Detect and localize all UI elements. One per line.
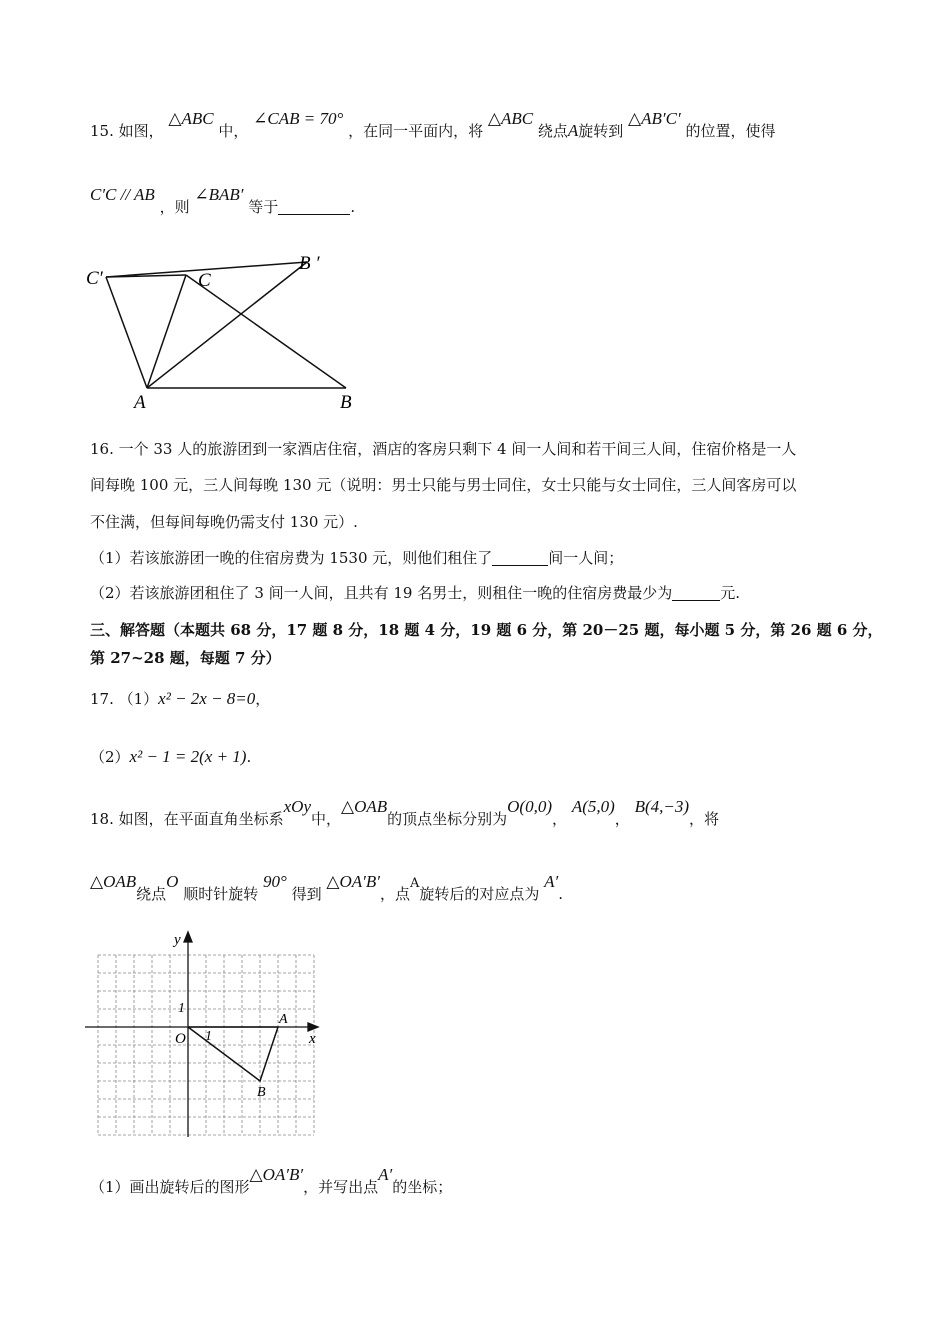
triangle-abc-2: △ABC bbox=[487, 109, 534, 128]
segment-c-b bbox=[186, 275, 346, 388]
q16-line3: 不住满，但每间每晚仍需支付 130 元）. bbox=[90, 513, 358, 531]
segment-c-prime-a bbox=[106, 277, 147, 388]
q15-line2: C′C // AB ，则 ∠BAB′ 等于 . bbox=[90, 185, 356, 216]
angle-cab: ∠CAB = 70° bbox=[253, 109, 344, 128]
q17-part1: 17. （1）x² − 2x − 8=0， bbox=[90, 689, 271, 708]
point-a-label: A bbox=[279, 1012, 288, 1027]
q16-part2: （2）若该旅游团租住了 3 间一人间，且共有 19 名男士，则租住一晚的住宿房费最少为 元. bbox=[90, 584, 741, 602]
segment-c-prime-c bbox=[106, 275, 186, 277]
q16-line1: 16. 一个 33 人的旅游团到一家酒店住宿，酒店的客房只剩下 4 间一人间和若干间三人间，住宿价格是一人 bbox=[90, 440, 797, 458]
point-b-label: B bbox=[257, 1085, 266, 1100]
tick-label-x-1: 1 bbox=[205, 1029, 212, 1044]
triangle-abc-prime: △AB′C′ bbox=[628, 109, 681, 128]
parallel-condition: C′C // AB bbox=[90, 185, 155, 204]
label-a: A bbox=[134, 392, 146, 413]
y-axis-label: y bbox=[174, 932, 181, 948]
x-axis-label: x bbox=[309, 1031, 316, 1047]
section3-heading-line1: 三、解答题（本题共 68 分，17 题 8 分，18 题 4 分，19 题 6 分，第 20－25 题，每小题 5 分，第 26 题 6 分， bbox=[90, 621, 883, 639]
segment-c-a bbox=[147, 275, 186, 388]
x-axis-arrow bbox=[308, 1023, 318, 1031]
coord-b: B(4,−3) bbox=[634, 797, 690, 816]
tick-label-y-1: 1 bbox=[178, 1001, 185, 1016]
label-c: C bbox=[198, 270, 211, 291]
q18-line2: △OAB绕点O 顺时针旋转 90° 得到 △OA′B′，点A旋转后的对应点为 A′. bbox=[90, 872, 564, 903]
segment-a-b-prime bbox=[147, 262, 307, 388]
triangle-abc: △ABC bbox=[168, 109, 214, 128]
label-b-prime: B ′ bbox=[299, 253, 320, 274]
coord-a: A(5,0) bbox=[571, 797, 615, 816]
q17-part2: （2）x² − 1 = 2(x + 1). bbox=[90, 747, 252, 766]
angle-bab-prime: ∠BAB′ bbox=[194, 185, 244, 204]
triangle-oab bbox=[188, 1027, 278, 1081]
equation-2: x² − 1 = 2(x + 1) bbox=[129, 747, 247, 766]
equation-1: x² − 2x − 8=0 bbox=[158, 689, 256, 708]
y-axis-arrow bbox=[184, 932, 192, 942]
q18-part1: （1）画出旋转后的图形△OA′B′，并写出点A′的坐标； bbox=[90, 1165, 453, 1196]
section3-heading-line2: 第 27~28 题，每题 7 分） bbox=[90, 649, 281, 667]
q18-coordinate-grid bbox=[80, 925, 330, 1140]
q16-line2: 间每晚 100 元，三人间每晚 130 元（说明：男士只能与男士同住，女士只能与女士同住，三人间客房可以 bbox=[90, 476, 797, 494]
origin-label: O bbox=[175, 1031, 186, 1047]
answer-blank[interactable] bbox=[492, 549, 548, 566]
label-c-prime: C′ bbox=[86, 268, 103, 289]
coord-o: O(0,0) bbox=[507, 797, 553, 816]
label-b: B bbox=[340, 392, 352, 413]
q16-part1: （1）若该旅游团一晚的住宿房费为 1530 元，则他们租住了 间一人间； bbox=[90, 549, 624, 567]
q18-line1: 18. 如图，在平面直角坐标系xOy中，△OAB的顶点坐标分别为O(0,0)， A(5,0)， B(4,−3)，将 bbox=[90, 797, 720, 828]
q15-figure bbox=[80, 240, 380, 415]
answer-blank[interactable] bbox=[278, 198, 350, 215]
q15-line1: 15. 如图， △ABC 中， ∠CAB = 70° ，在同一平面内，将 △ABC 绕点A旋转到 △AB′C′ 的位置，使得 bbox=[90, 109, 776, 140]
answer-blank[interactable] bbox=[672, 584, 720, 601]
